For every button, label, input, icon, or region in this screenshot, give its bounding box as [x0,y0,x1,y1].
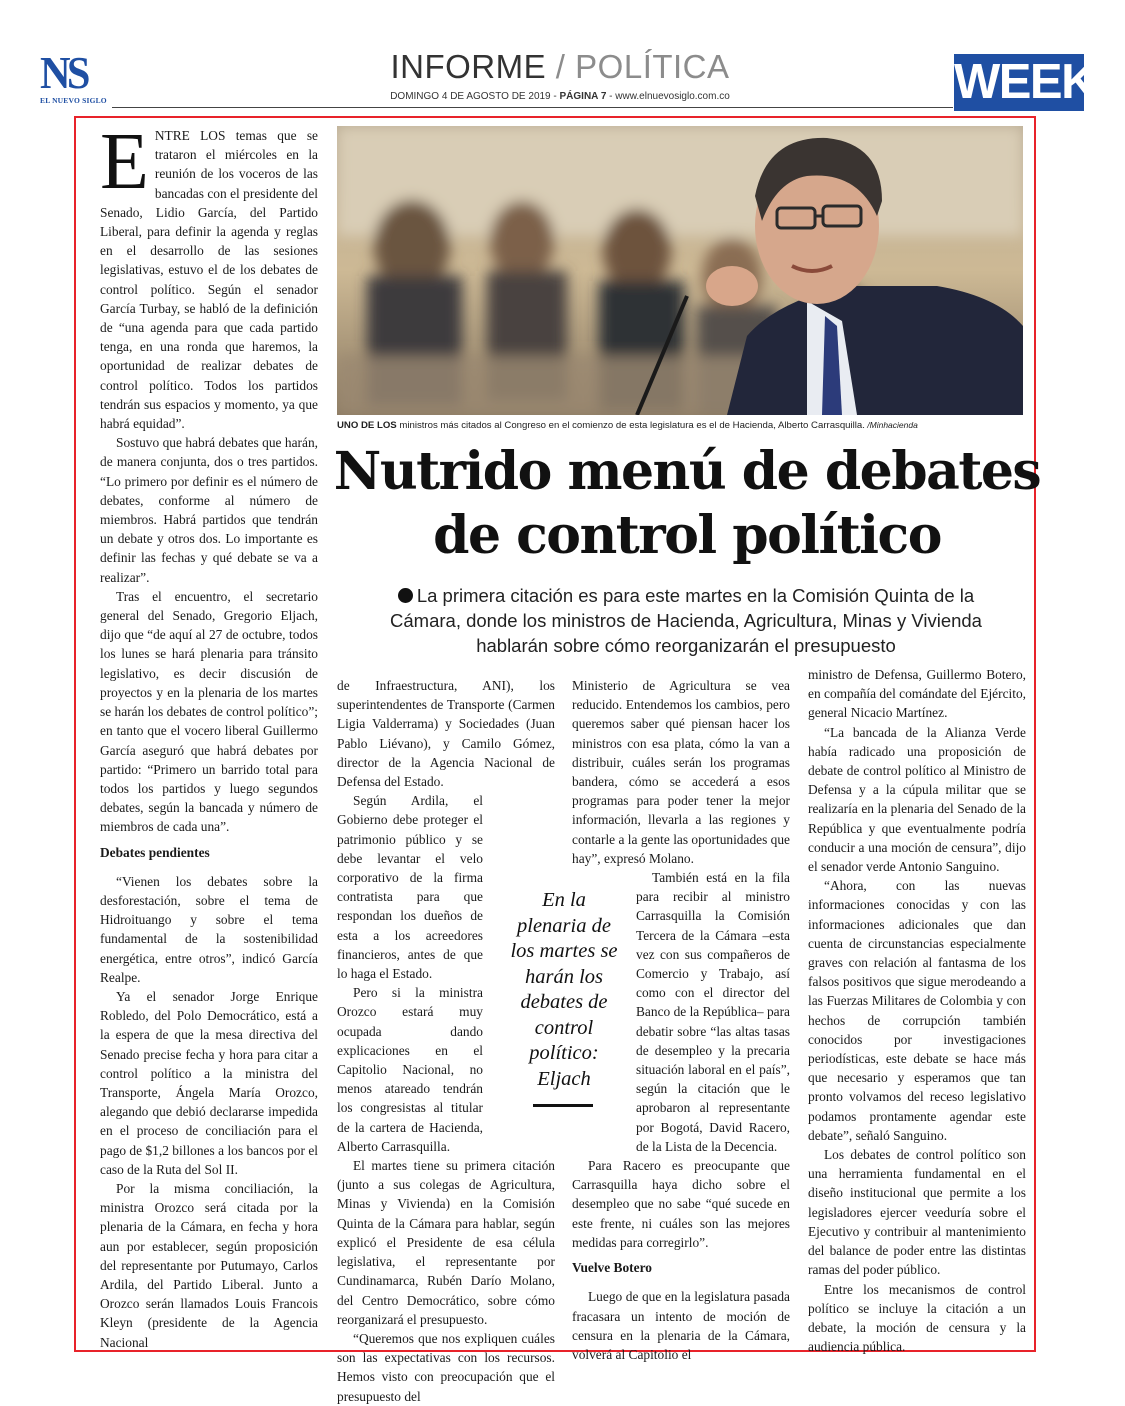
logo-letters: NS [40,47,87,98]
newspaper-logo [40,47,107,106]
week-badge: WEEK [954,55,1095,109]
paragraph: Ya el senador Jorge Enrique Robledo, del Polo Democrático, está a la espera de que la mesa directiva del Senado precise fecha y hora para citar a control político a la ministra del Transporte, Ángela María Orozco, alegando que debió declararse impedida en el proceso de conciliación para el pago de $1,2 billones a los bancos por el caso de la Ruta del Sol II. [100,988,318,1177]
paragraph: Luego de que en la legislatura pasada fracasara un intento de moción de censura en la plenaria de la Cámara, volverá al Capitolio el [572,1289,790,1362]
paragraph: Tras el encuentro, el secretario general del Senado, Gregorio Eljach, dijo que “de aquí al 27 de octubre, todos los lunes se hará plenaria para tránsito legislativo, es decir discusión de proyectos y en la plenaria de los martes se harán los debates de control político”; en tanto que el vocero liberal Guillermo García aseguró que habrá debates por partido: “Primero un barrido total para todos los partidos y luego segundos debates, según la bancada y número de miembros de cada una”. [100,588,318,835]
pull-quote: En la plenaria de los martes se harán los debates de control político: Eljach [510,889,618,1090]
paragraph: “Ahora, con las nuevas informaciones conocidas y con las informaciones adicionales que dan cuenta de circunstancias especialmente graves con relación al fantasma de los falsos positivos que sigue merodeando a las Fuerzas Militares de Colombia y con hechos de corrupción también conocidos por investigaciones periodísticas, este debate se hace más que necesario y esperamos que tan pronto volvamos del receso legislativo podamos prontamente agendar este debate”, señaló Sanguino. [808,878,1026,1143]
paragraph: Pero si la ministra Orozco estará muy ocupada dando explicaciones en el Capitolio Nacional, no menos atareado tendrán los congresistas al titular de la cartera de Hacienda, Alberto Carrasquilla. [337,985,483,1154]
paragraph: Según Ardila, el Gobierno debe proteger el patrimonio público y se debe levantar el velo corporativo de la firma contratista para que respondan los dueños de esta a los acreedores financieros, antes de que lo haga el Estado. [337,793,483,982]
subheading: Debates pendientes [100,844,210,860]
paragraph: También está en la fila para recibir al ministro Carrasquilla la Comisión Tercera de la Cámara –esta vez con sus compañeros de Comercio y Trabajo, así como con el director del Banco de la República– para debatir sobre “las altas tasas de desempleo y la precaria situación laboral en el país”, según la citación que le aprobaron al representante por Bogotá, David Racero, de la Lista de la Decencia. [636,870,790,1154]
section-main: INFORME [390,48,547,85]
caption-text: ministros más citados al Congreso en el comienzo de esta legislatura es el de Hacienda, Alberto Carrasquilla. [396,420,865,431]
paragraph: Sostuvo que habrá debates que harán, de manera conjunta, dos o tres partidos. “Lo primero por definir es el número de debates, conforme al número de miembros. Habrá partidos que tendrán un debate y otros dos. Lo importante es definir las fechas y qué debate se va a realizar”. [100,435,318,585]
paragraph: El martes tiene su primera citación (junto a sus colegas de Agricultura, Minas y Vivienda) en la Comisión Quinta de la Cámara para hablar, según explicó el Presidente de esa célula legislativa, el representante por Cundinamarca, Rubén Darío Molano, del Centro Democrático, sobre cómo reorganizará el presupuesto. [337,1158,555,1327]
paragraph: “La bancada de la Alianza Verde había radicado una proposición de debate de control político al Ministro de Defensa y a la cúpula militar que se realizaría en la plenaria del Senado de la República y que eventualmente podría conducir a una moción de censura”, dijo el senador verde Antonio Sanguino. [808,724,1026,875]
headline-line-2: de control político [433,505,941,566]
article-photo [337,126,1023,415]
deck-text: La primera citación es para este martes en la Comisión Quinta de la Cámara, donde los ministros de Hacienda, Agricultura, Minas y Vivienda hablarán sobre cómo reorganizarán el presupuesto [390,585,982,656]
column-1 [100,118,318,1352]
issue-date: DOMINGO 4 DE AGOSTO DE 2019 - [390,91,557,102]
bullet-icon [398,588,413,603]
logo-subtitle: EL NUEVO SIGLO [40,96,107,105]
page-number: PÁGINA 7 [559,91,607,102]
paragraph: “Vienen los debates sobre la desforestación, sobre el tema de Hidroituango y sobre el tema fundamental de la sostenibilidad energética, entre otros”, indicó García Realpe. [100,873,318,985]
paragraph: NTRE LOS temas que se trataron el miércoles en la reunión de los voceros de las bancadas con el presidente del Senado, Lidio García, del Partido Liberal, para definir la agenda y reglas en el desarrollo de las sesiones legislativas, estuvo el de los debates de control político. Según el senador García Turbay, se habló de la definición de “una agenda para que cada partido tenga, en una ronda que haremos, la oportunidad de realizar debates de control político. Todos los partidos tendrán sus espacios y momento, ya que habrá equidad”. [100,128,318,432]
section-separator: / [546,48,576,85]
pull-quote-rule [533,1104,593,1107]
minister-speaking-photo [337,126,1023,415]
drop-cap: E [100,118,149,206]
paragraph: ministro de Defensa, Guillermo Botero, en compañía del comándate del Ejército, general Nicacio Martínez. [808,667,1026,721]
paragraph: de Infraestructura, ANI), los superintendentes de Transporte (Carmen Ligia Valderrama) y Sociedades (Juan Pablo Liévano), y Camilo Gómez, director de la Agencia Nacional de Defensa del Estado. [337,678,555,790]
section-sub: POLÍTICA [575,48,730,85]
website: - www.elnuevosiglo.com.co [609,91,730,102]
photo-caption [337,420,1037,431]
dateline [300,91,820,102]
masthead-rule [112,107,953,108]
headline [322,440,1052,568]
caption-lead: UNO DE LOS [337,420,397,431]
paragraph: Para Racero es preocupante que Carrasquilla haya dicho sobre el desempleo que no sabe “qué sucede en este frente, ni cuáles son las mejores medidas para corregirlo”. [572,1158,790,1250]
headline-line-1: Nutrido menú de debates [333,441,1041,502]
paragraph: Los debates de control político son una herramienta fundamental en el diseño institucional que permite a los legisladores ejercer veeduría sobre el Ejecutivo y contribuir al mantenimiento del balance de poder entre las distintas ramas del poder público. [808,1147,1026,1278]
paragraph: “Queremos que nos expliquen cuáles son las expectativas con los recursos. Hemos visto con preocupación que el presupuesto del [337,1330,555,1404]
column-4 [808,665,1026,1356]
subheading: Vuelve Botero [572,1260,652,1276]
paragraph: Por la misma conciliación, la ministra Orozco será citada por la plenaria de la Cámara, en fecha y hora aun por establecer, según proposición del representante por Putumayo, Carlos Ardila, del Partido Liberal. Junto a Orozco serán llamados Louis Francois Kleyn (presidente de la Agencia Nacional [100,1180,318,1350]
photo-credit: /Minhacienda [864,420,918,430]
section-title [300,48,820,86]
deck [380,583,992,658]
paragraph: Entre los mecanismos de control político se incluye la citación a un debate, la moción de censura y la audiencia pública. [808,1281,1026,1355]
paragraph: Ministerio de Agricultura se vea reducido. Entendemos los cambios, pero queremos saber qué piensan hacer los ministros con esa plata, cómo la van a distribuir, cuáles serán los programas bandera, cómo se accederá a esos programas para poder tener la mejor información, llevarla a las regiones y contarle a la gente las oportunidades que hay”, expresó Molano. [572,678,790,866]
